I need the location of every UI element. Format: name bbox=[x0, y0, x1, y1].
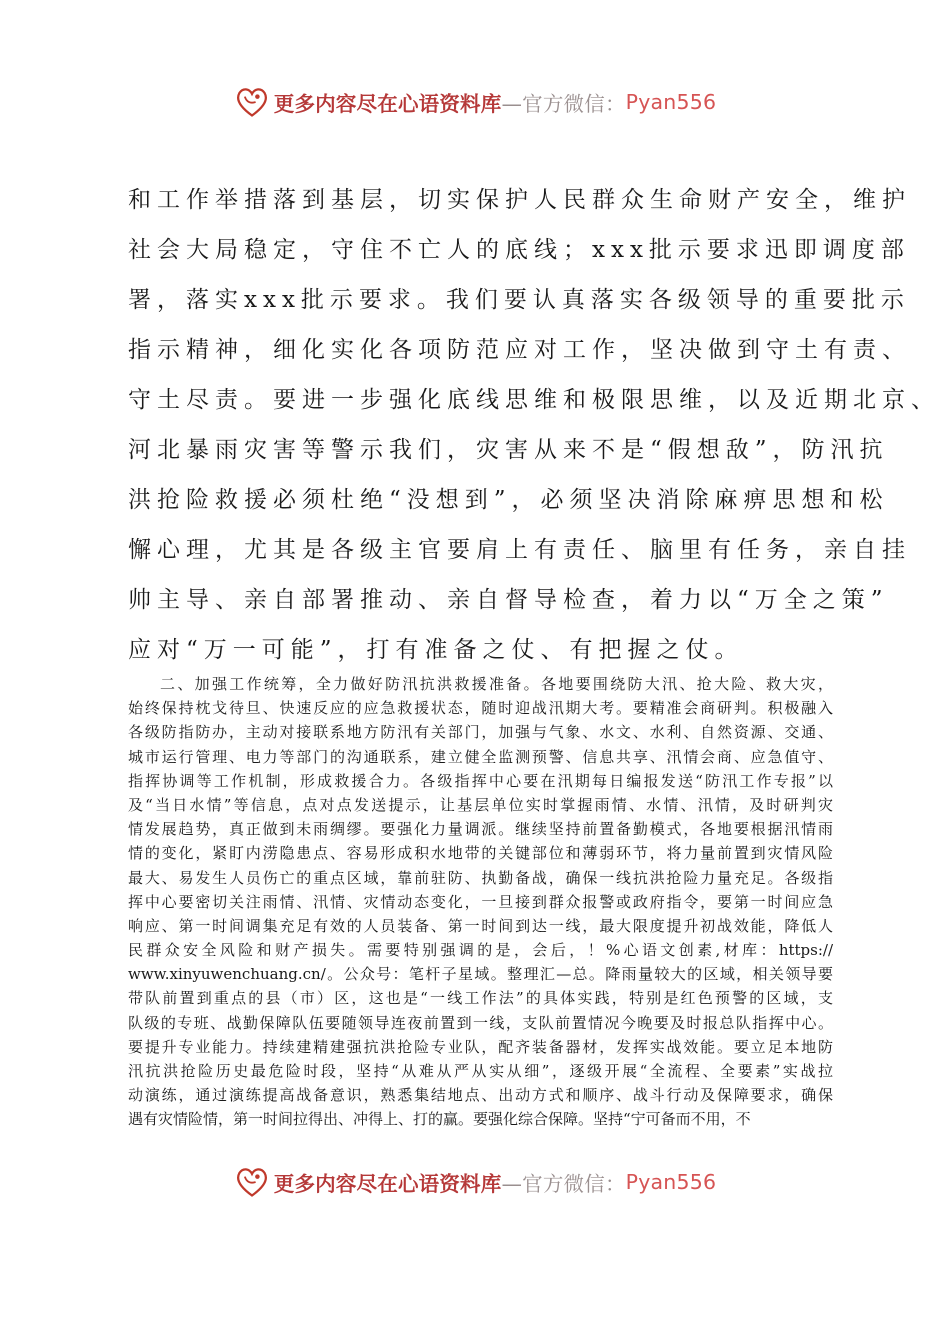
heart-logo-icon bbox=[234, 84, 270, 120]
section-two-paragraph bbox=[128, 672, 833, 1132]
body-line: 民群众安全风险和财产损失。需要特别强调的是，会后，！%心语文创素,材库：https:// bbox=[128, 941, 833, 960]
body-line: 遇有灾情险情，第一时间拉得出、冲得上、打的赢。要强化综合保障。坚持“宁可备而不用，不 bbox=[128, 1110, 751, 1129]
body-line: 要提升专业能力。持续建精建强抗洪抢险专业队，配齐装备器材，发挥实战效能。要立足本地防 bbox=[128, 1037, 833, 1056]
body-line: 最大、易发生人员伤亡的重点区域，靠前驻防、执勤备战，确保一线抗洪抢险力量充足。各级指 bbox=[128, 868, 833, 887]
banner-separator: —官方微信： bbox=[501, 92, 626, 116]
body-line: 始终保持枕戈待旦、快速反应的应急救援状态，随时迎战汛期大考。要精准会商研判。积极融入 bbox=[128, 699, 833, 718]
main-line: 懈心理，尤其是各级主官要肩上有责任、脑里有任务，亲自挂 bbox=[128, 537, 911, 563]
footer-banner bbox=[0, 1160, 950, 1204]
main-line: 署，落实xxx批示要求。我们要认真落实各级领导的重要批示 bbox=[128, 287, 910, 313]
body-line: 队级的专班、战勤保障队伍要随领导连夜前置到一线，支队前置情况今晚要及时报总队指挥中心。 bbox=[128, 1013, 833, 1032]
body-line: 汛抗洪抢险历史最危险时段，坚持“从难从严从实从细”，逐级开展“全流程、全要素”实战拉 bbox=[128, 1062, 833, 1080]
banner-title: 更多内容尽在心语资料库 bbox=[273, 1172, 502, 1196]
main-line: 帅主导、亲自部署推动、亲自督导检查，着力以“万全之策” bbox=[128, 587, 889, 613]
main-line: 指示精神，细化实化各项防范应对工作，坚决做到守土有责、 bbox=[128, 337, 911, 363]
banner-separator: —官方微信： bbox=[501, 1172, 626, 1196]
banner-wechat-id: Pyan556 bbox=[625, 1170, 717, 1194]
body-line: 情的变化，紧盯内涝隐患点、容易形成积水地带的关键部位和薄弱环节，将力量前置到灾情风险 bbox=[128, 844, 833, 863]
body-line: 情发展趋势，真正做到未雨绸缪。要强化力量调派。继续坚持前置备勤模式，各地要根据汛情雨 bbox=[128, 820, 833, 839]
main-line: 洪抢险救援必须杜绝“没想到”，必须坚决消除麻痹思想和松 bbox=[128, 487, 889, 513]
main-line: 守土尽责。要进一步强化底线思维和极限思维，以及近期北京、 bbox=[128, 387, 940, 413]
body-line: 城市运行管理、电力等部门的沟通联系，建立健全监测预警、信息共享、汛情会商、应急值守、 bbox=[128, 747, 833, 766]
body-line: 响应、第一时间调集充足有效的人员装备、第一时间到达一线，最大限度提升初战效能，降低人 bbox=[128, 916, 833, 935]
body-line: 二、加强工作统筹，全力做好防汛抗洪救援准备。各地要围绕防大汛、抢大险、救大灾， bbox=[160, 675, 833, 693]
body-line: 指挥协调等工作机制，形成救援合力。各级指挥中心要在汛期每日编报发送“防汛工作专报”以 bbox=[128, 771, 833, 790]
body-line: 动演练，通过演练提高战备意识，熟悉集结地点、出动方式和顺序、战斗行动及保障要求，确保 bbox=[128, 1086, 833, 1105]
body-line: 带队前置到重点的县（市）区，这也是“一线工作法”的具体实践，特别是红色预警的区域，支 bbox=[128, 989, 833, 1008]
main-line: 应对“万一可能”，打有准备之仗、有把握之仗。 bbox=[128, 637, 744, 663]
main-line: 河北暴雨灾害等警示我们，灾害从来不是“假想敌”，防汛抗 bbox=[128, 437, 889, 463]
body-line: 挥中心要密切关注雨情、汛情、灾情动态变化，一旦接到群众报警或政府指令，要第一时间应急 bbox=[128, 892, 833, 911]
main-paragraph bbox=[128, 175, 940, 675]
body-line: www.xinyuwenchuang.cn/。公众号：笔杆子星域。整理汇—总。降雨量较大的区域，相关领导要 bbox=[128, 965, 833, 984]
main-line: 和工作举措落到基层，切实保护人民群众生命财产安全，维护 bbox=[128, 187, 911, 213]
banner-wechat-id: Pyan556 bbox=[625, 90, 717, 114]
heart-logo-icon bbox=[234, 1164, 270, 1200]
banner-title: 更多内容尽在心语资料库 bbox=[273, 92, 502, 116]
header-banner bbox=[0, 80, 950, 124]
body-line: 及“当日水情”等信息，点对点发送提示，让基层单位实时掌握雨情、水情、汛情，及时研判灾 bbox=[128, 795, 833, 814]
body-line: 各级防指防办，主动对接联系地方防汛有关部门，加强与气象、水文、水利、自然资源、交通、 bbox=[128, 723, 833, 742]
main-line: 社会大局稳定，守住不亡人的底线；xxx批示要求迅即调度部 bbox=[128, 237, 910, 263]
